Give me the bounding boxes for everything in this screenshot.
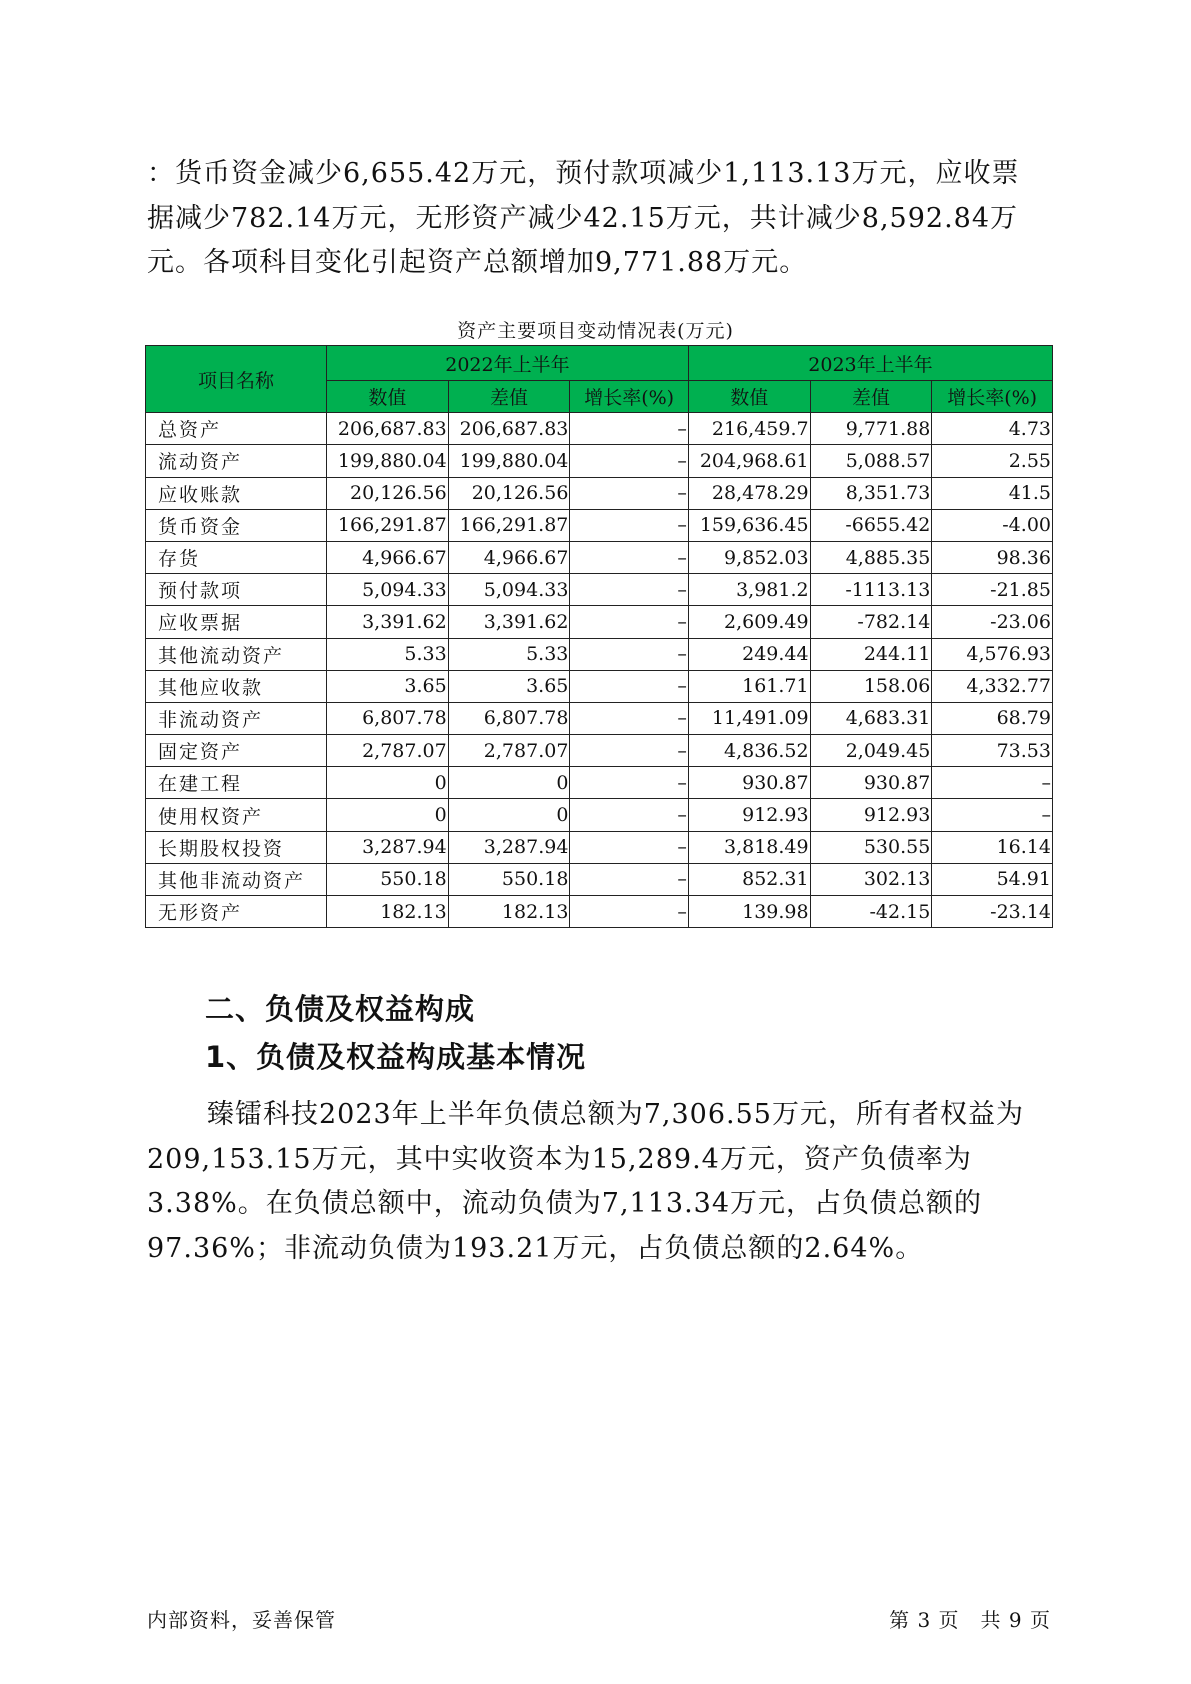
value-2023-cell: 912.93 [688,799,810,831]
table-header-row-1 [146,346,1053,381]
value-2022-cell: 166,291.87 [326,509,448,541]
rate-2022-cell: – [570,831,688,863]
value-2023-cell: 11,491.09 [688,702,810,734]
rate-2023-cell: 16.14 [932,831,1053,863]
diff-2023-cell: 9,771.88 [810,413,932,445]
rate-2023-cell: -4.00 [932,509,1053,541]
item-name-cell: 其他流动资产 [146,638,327,670]
value-2022-cell: 5.33 [326,638,448,670]
footer-page-number: 第 3 页 共 9 页 [889,1608,1051,1632]
item-name-cell: 总资产 [146,413,327,445]
table-row [146,638,1053,670]
diff-2022-cell: 550.18 [448,863,570,895]
diff-2023-cell: 4,683.31 [810,702,932,734]
value-2023-cell: 4,836.52 [688,735,810,767]
value-2022-cell: 199,880.04 [326,445,448,477]
diff-2022-cell: 0 [448,767,570,799]
header-period-2022: 2022年上半年 [326,346,688,381]
rate-2022-cell: – [570,735,688,767]
diff-2023-cell: 244.11 [810,638,932,670]
item-name-cell: 应收账款 [146,477,327,509]
asset-change-table [145,345,1053,928]
table-row [146,896,1053,928]
value-2022-cell: 3,391.62 [326,606,448,638]
diff-2023-cell: 4,885.35 [810,541,932,573]
rate-2023-cell: 2.55 [932,445,1053,477]
table-row [146,735,1053,767]
item-name-cell: 无形资产 [146,896,327,928]
table-row [146,445,1053,477]
rate-2023-cell: 4.73 [932,413,1053,445]
item-name-cell: 非流动资产 [146,702,327,734]
section-heading: 二、负债及权益构成 [205,992,476,1026]
rate-2023-cell: 98.36 [932,541,1053,573]
value-2022-cell: 20,126.56 [326,477,448,509]
table-row [146,509,1053,541]
rate-2023-cell: 54.91 [932,863,1053,895]
value-2023-cell: 930.87 [688,767,810,799]
diff-2022-cell: 3,287.94 [448,831,570,863]
body-paragraph: 臻镭科技2023年上半年负债总额为7,306.55万元，所有者权益为209,153.15万元，其中实收资本为15,289.4万元，资产负债率为3.38%。在负债总额中，流动负债为7,113.34万元，占负债总额的97.36%；非流动负债为193.21万元，占负债总额的2.64%。 [147,1099,1024,1264]
diff-2023-cell: -1113.13 [810,574,932,606]
value-2022-cell: 6,807.78 [326,702,448,734]
item-name-cell: 流动资产 [146,445,327,477]
value-2023-cell: 159,636.45 [688,509,810,541]
value-2023-cell: 28,478.29 [688,477,810,509]
diff-2023-cell: 2,049.45 [810,735,932,767]
value-2022-cell: 3,287.94 [326,831,448,863]
value-2023-cell: 161.71 [688,670,810,702]
table-body [146,413,1053,928]
value-2022-cell: 206,687.83 [326,413,448,445]
diff-2022-cell: 5.33 [448,638,570,670]
item-name-cell: 长期股权投资 [146,831,327,863]
rate-2022-cell: – [570,477,688,509]
diff-2023-cell: 158.06 [810,670,932,702]
rate-2022-cell: – [570,574,688,606]
table-row [146,541,1053,573]
subsection-heading: 1、负债及权益构成基本情况 [205,1040,587,1074]
item-name-cell: 存货 [146,541,327,573]
table-caption: 资产主要项目变动情况表(万元) [457,320,734,342]
header-rate-2022: 增长率(%) [570,381,688,413]
value-2023-cell: 3,981.2 [688,574,810,606]
item-name-cell: 固定资产 [146,735,327,767]
value-2022-cell: 0 [326,767,448,799]
value-2022-cell: 550.18 [326,863,448,895]
header-item-name: 项目名称 [146,346,327,413]
diff-2022-cell: 166,291.87 [448,509,570,541]
table-row [146,799,1053,831]
value-2022-cell: 0 [326,799,448,831]
rate-2022-cell: – [570,541,688,573]
diff-2023-cell: 8,351.73 [810,477,932,509]
rate-2022-cell: – [570,896,688,928]
diff-2022-cell: 4,966.67 [448,541,570,573]
diff-2022-cell: 2,787.07 [448,735,570,767]
item-name-cell: 应收票据 [146,606,327,638]
diff-2022-cell: 3.65 [448,670,570,702]
header-rate-2023: 增长率(%) [932,381,1053,413]
item-name-cell: 在建工程 [146,767,327,799]
rate-2022-cell: – [570,767,688,799]
value-2022-cell: 182.13 [326,896,448,928]
diff-2022-cell: 3,391.62 [448,606,570,638]
diff-2022-cell: 6,807.78 [448,702,570,734]
item-name-cell: 使用权资产 [146,799,327,831]
table-row [146,477,1053,509]
diff-2023-cell: -42.15 [810,896,932,928]
item-name-cell: 货币资金 [146,509,327,541]
rate-2023-cell: -23.14 [932,896,1053,928]
diff-2022-cell: 206,687.83 [448,413,570,445]
rate-2022-cell: – [570,413,688,445]
rate-2023-cell: – [932,799,1053,831]
header-period-2023: 2023年上半年 [688,346,1052,381]
rate-2023-cell: 68.79 [932,702,1053,734]
header-diff-2022: 差值 [448,381,570,413]
rate-2023-cell: – [932,767,1053,799]
rate-2022-cell: – [570,509,688,541]
rate-2023-cell: 73.53 [932,735,1053,767]
header-diff-2023: 差值 [810,381,932,413]
diff-2023-cell: 302.13 [810,863,932,895]
diff-2023-cell: 530.55 [810,831,932,863]
rate-2023-cell: 4,576.93 [932,638,1053,670]
value-2023-cell: 139.98 [688,896,810,928]
table-row [146,670,1053,702]
value-2023-cell: 852.31 [688,863,810,895]
value-2023-cell: 3,818.49 [688,831,810,863]
table-row [146,831,1053,863]
diff-2023-cell: -782.14 [810,606,932,638]
item-name-cell: 其他非流动资产 [146,863,327,895]
value-2023-cell: 2,609.49 [688,606,810,638]
value-2022-cell: 5,094.33 [326,574,448,606]
diff-2022-cell: 20,126.56 [448,477,570,509]
intro-paragraph: ：货币资金减少6,655.42万元，预付款项减少1,113.13万元，应收票据减少782.14万元，无形资产减少42.15万元，共计减少8,592.84万元。各项科目变化引起资产总额增加9,771.88万元。 [147,158,1020,278]
table-row [146,606,1053,638]
value-2023-cell: 216,459.7 [688,413,810,445]
item-name-cell: 其他应收款 [146,670,327,702]
rate-2022-cell: – [570,606,688,638]
diff-2023-cell: 912.93 [810,799,932,831]
header-value-2022: 数值 [326,381,448,413]
diff-2022-cell: 182.13 [448,896,570,928]
rate-2022-cell: – [570,670,688,702]
footer-confidential-note: 内部资料，妥善保管 [147,1608,336,1632]
table-row [146,863,1053,895]
diff-2022-cell: 199,880.04 [448,445,570,477]
rate-2023-cell: 4,332.77 [932,670,1053,702]
table-row [146,702,1053,734]
diff-2022-cell: 0 [448,799,570,831]
rate-2022-cell: – [570,799,688,831]
value-2023-cell: 249.44 [688,638,810,670]
rate-2022-cell: – [570,863,688,895]
table-row [146,574,1053,606]
item-name-cell: 预付款项 [146,574,327,606]
value-2022-cell: 2,787.07 [326,735,448,767]
table-row [146,413,1053,445]
rate-2022-cell: – [570,445,688,477]
value-2023-cell: 9,852.03 [688,541,810,573]
rate-2023-cell: -23.06 [932,606,1053,638]
header-value-2023: 数值 [688,381,810,413]
value-2023-cell: 204,968.61 [688,445,810,477]
table-row [146,767,1053,799]
rate-2023-cell: 41.5 [932,477,1053,509]
diff-2023-cell: 5,088.57 [810,445,932,477]
diff-2023-cell: 930.87 [810,767,932,799]
rate-2022-cell: – [570,638,688,670]
diff-2023-cell: -6655.42 [810,509,932,541]
value-2022-cell: 4,966.67 [326,541,448,573]
rate-2022-cell: – [570,702,688,734]
diff-2022-cell: 5,094.33 [448,574,570,606]
value-2022-cell: 3.65 [326,670,448,702]
rate-2023-cell: -21.85 [932,574,1053,606]
